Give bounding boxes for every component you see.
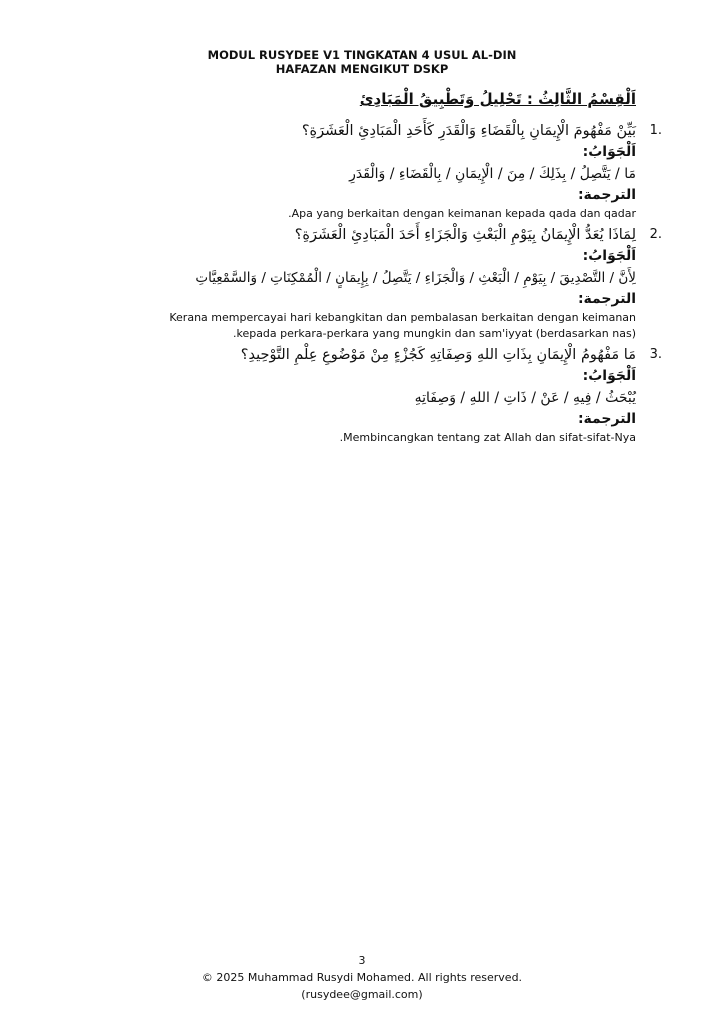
answer-text: مَا / يَتَّصِلُ / بِذَلِكَ / مِنَ / الْإِيمَانِ / بِالْقَضَاءِ / وَالْقَدَرِ bbox=[349, 166, 636, 182]
question-row bbox=[96, 344, 662, 366]
question-item bbox=[96, 224, 662, 342]
question-number: 1. bbox=[649, 123, 662, 138]
question-row bbox=[96, 120, 662, 142]
answer-label: اَلْجَوَابُ: bbox=[582, 368, 636, 384]
translation-text-line1: Kerana mempercayai hari kebangkitan dan pembalasan berkaitan dengan keimanan bbox=[169, 311, 636, 324]
question-text: لِمَاذَا يُعَدُّ الْإِيمَانُ بِيَوْمِ الْبَعْثِ وَالْجَزَاءِ أَحَدَ الْمَبَادِئِ الْعَشَرَةِ؟ bbox=[294, 227, 636, 243]
page-footer bbox=[0, 952, 724, 1003]
section-title: اَلْقِسْمُ الثَّالِثُ : تَحْلِيلُ وَتَطْبِيقُ الْمَبَادِئ bbox=[359, 90, 636, 108]
question-item bbox=[96, 120, 662, 222]
header-title: MODUL RUSYDEE V1 TINGKATAN 4 USUL AL-DIN bbox=[207, 48, 517, 62]
answer-text: يُبْحَثُ / فِيهِ / عَنْ / ذَاتِ / اللهِ / وَصِفَاتِهِ bbox=[414, 390, 636, 406]
questions-list bbox=[96, 120, 662, 448]
translation-label: الترجمة: bbox=[577, 187, 636, 203]
copyright-notice: © 2025 Muhammad Rusydi Mohamed. All rights reserved. bbox=[201, 971, 523, 984]
document-header bbox=[0, 48, 724, 76]
page-number: 3 bbox=[358, 954, 366, 967]
translation-text-line2: .kepada perkara-perkara yang mungkin dan sam'iyyat (berdasarkan nas) bbox=[232, 327, 636, 340]
question-text: بَيِّنْ مَفْهُومَ الْإِيمَانِ بِالْقَضَاءِ وَالْقَدَرِ كَأَحَدِ الْمَبَادِئِ الْعَشَرَةِ؟ bbox=[301, 123, 636, 139]
translation-label: الترجمة: bbox=[577, 291, 636, 307]
answer-label: اَلْجَوَابُ: bbox=[582, 144, 636, 160]
answer-label: اَلْجَوَابُ: bbox=[582, 248, 636, 264]
question-number: 3. bbox=[649, 347, 662, 362]
answer-text: لِأَنَّ / التَّصْدِيقَ / بِيَوْمِ / الْبَعْثِ / وَالْجَزَاءِ / يَتَّصِلُ / بِإِيمَانٍ / الْمُمْكِنَاتِ / وَالسَّمْعِيَّاتِ bbox=[195, 270, 636, 286]
translation-text: .Apa yang berkaitan dengan keimanan kepada qada dan qadar bbox=[288, 207, 636, 220]
header-subtitle: HAFAZAN MENGIKUT DSKP bbox=[275, 62, 449, 76]
translation-label: الترجمة: bbox=[577, 411, 636, 427]
contact-email: (rusydee@gmail.com) bbox=[301, 988, 423, 1001]
translation-text: .Membincangkan tentang zat Allah dan sifat-sifat-Nya bbox=[339, 431, 636, 444]
question-text: مَا مَفْهُومُ الْإِيمَانِ بِذَاتِ اللهِ وَصِفَاتِهِ كَجُزْءٍ مِنْ مَوْضُوعِ عِلْمِ التَّوْحِيدِ؟ bbox=[240, 347, 636, 363]
question-row bbox=[96, 224, 662, 246]
question-number: 2. bbox=[649, 227, 662, 242]
question-item bbox=[96, 344, 662, 446]
